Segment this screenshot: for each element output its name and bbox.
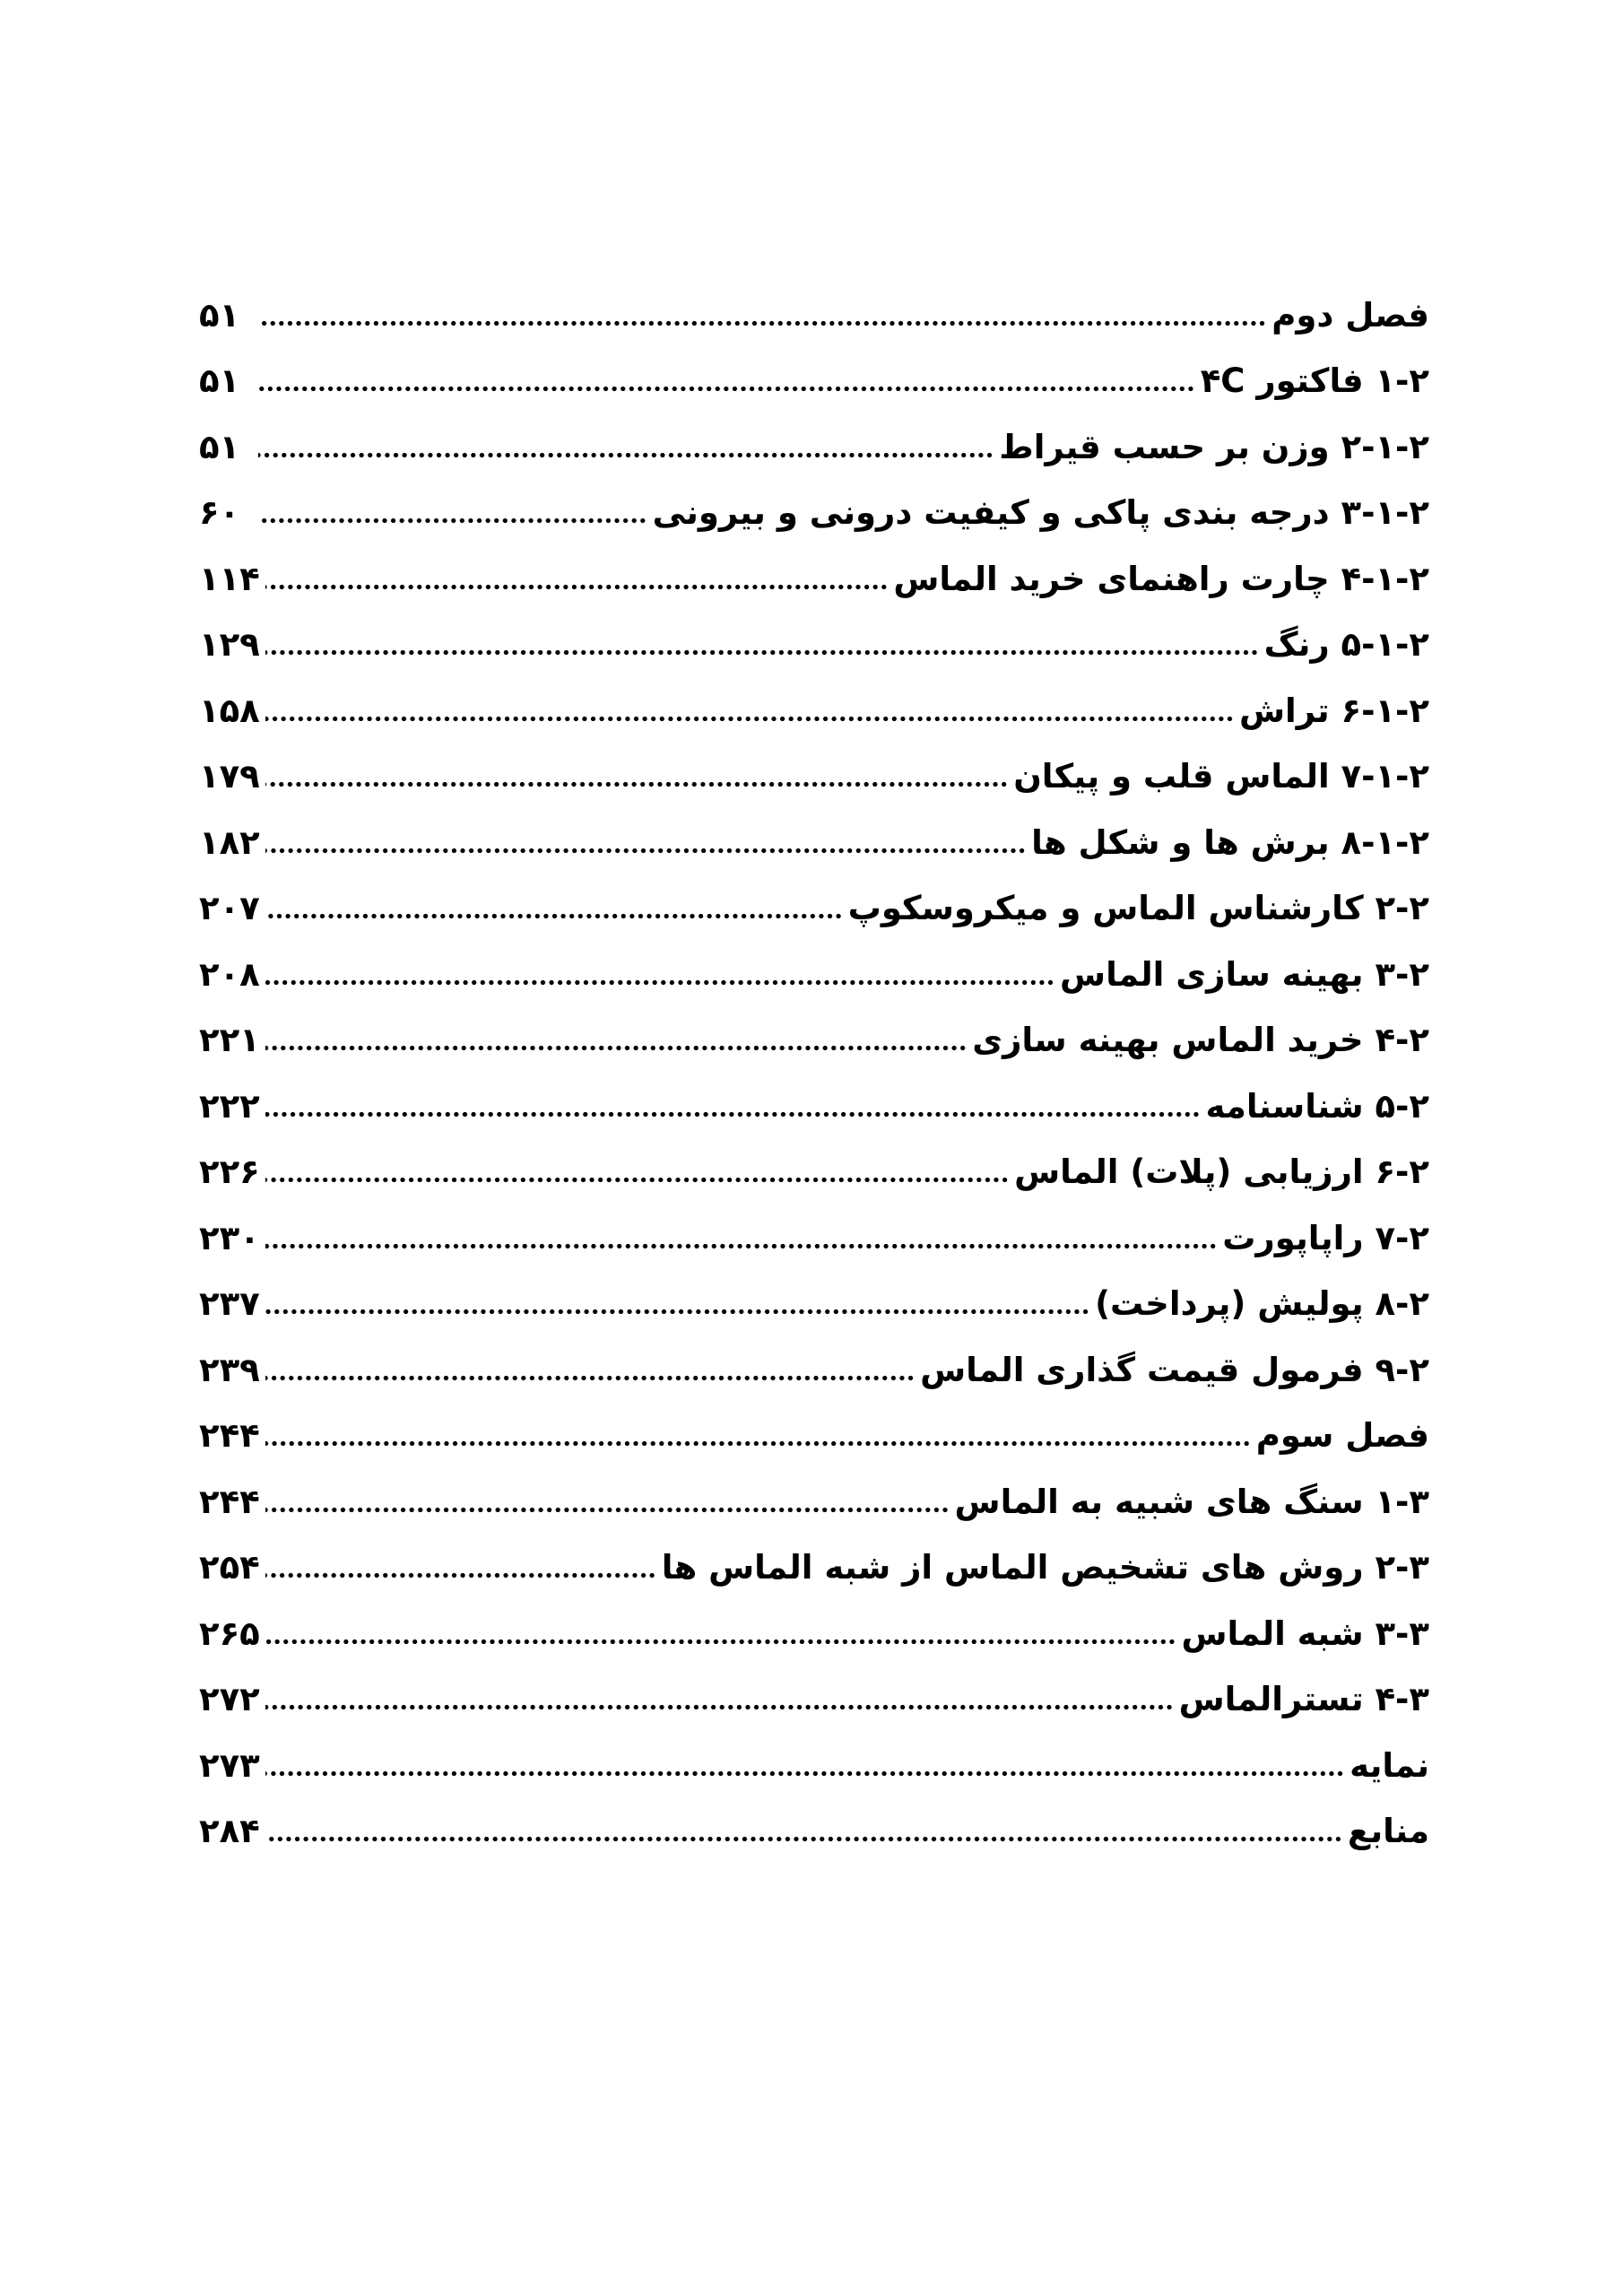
- toc-entry-2-1-3: [199, 478, 1429, 544]
- toc-entry-title: ۱-۲ فاکتور ۴C: [1200, 361, 1429, 400]
- dot-leader: [265, 979, 1055, 986]
- toc-entry-page-number: ۲۴۴: [199, 1482, 260, 1521]
- dot-leader: [265, 1770, 1344, 1777]
- toc-entry-index: [199, 1730, 1429, 1796]
- dot-leader: [265, 1309, 1089, 1315]
- toc-entry-references: [199, 1796, 1429, 1863]
- toc-entry-page-number: ۲۴۴: [199, 1416, 260, 1455]
- dot-leader: [265, 649, 1259, 656]
- toc-entry-page-number: ۶۰: [199, 493, 240, 532]
- dot-leader: [265, 1375, 915, 1381]
- toc-entry-2-1: [199, 346, 1429, 413]
- dot-leader: [265, 1440, 1251, 1447]
- toc-entry-title: ۸-۱-۲ برش ها و شکل ها: [1031, 822, 1429, 862]
- toc-entry-page-number: ۲۰۷: [199, 889, 260, 927]
- toc-entry-3-2: [199, 1533, 1429, 1599]
- dot-leader: [265, 716, 1234, 722]
- toc-entry-page-number: ۲۳۷: [199, 1284, 260, 1323]
- dot-leader: [265, 1836, 1342, 1842]
- dot-leader: [265, 1111, 1201, 1118]
- toc-entry-chapter-3: [199, 1401, 1429, 1467]
- dot-leader: [258, 386, 1195, 392]
- toc-entry-title: ۷-۱-۲ الماس قلب و پیکان: [1013, 757, 1429, 796]
- toc-entry-page-number: ۵۱: [199, 295, 240, 335]
- toc-entry-title: ۵-۱-۲ رنگ: [1263, 625, 1429, 664]
- toc-entry-title: فصل سوم: [1255, 1416, 1429, 1455]
- toc-entry-2-2: [199, 874, 1429, 940]
- toc-entry-title: ۸-۲ پولیش (پرداخت): [1095, 1284, 1429, 1323]
- dot-leader: [258, 452, 994, 458]
- toc-entry-2-1-4: [199, 544, 1429, 610]
- dot-leader: [265, 1177, 1009, 1183]
- toc-entry-2-3: [199, 939, 1429, 1005]
- toc-entry-page-number: ۲۳۹: [199, 1350, 260, 1389]
- toc-entry-title: ۳-۳ شبه الماس: [1181, 1613, 1429, 1653]
- dot-leader: [265, 1243, 1217, 1249]
- toc-entry-title: فصل دوم: [1271, 295, 1429, 335]
- toc-entry-2-1-6: [199, 675, 1429, 742]
- toc-entry-page-number: ۲۲۱: [199, 1021, 260, 1059]
- toc-entry-title: منابع: [1347, 1812, 1429, 1850]
- toc-entry-2-5: [199, 1071, 1429, 1137]
- toc-entry-2-1-2: [199, 412, 1429, 478]
- toc-entry-title: ۶-۲ ارزیابی (پلات) الماس: [1014, 1152, 1429, 1191]
- toc-entry-page-number: ۲۰۸: [199, 954, 260, 994]
- toc-entry-2-6: [199, 1137, 1429, 1204]
- toc-entry-title: ۴-۱-۲ چارت راهنمای خرید الماس: [893, 559, 1429, 598]
- toc-entry-2-1-5: [199, 610, 1429, 676]
- toc-entry-page-number: ۲۷۳: [199, 1745, 260, 1785]
- toc-entry-2-9: [199, 1335, 1429, 1401]
- dot-leader: [265, 848, 1026, 854]
- toc-entry-page-number: ۲۸۴: [199, 1812, 260, 1850]
- toc-entry-title: ۲-۱-۲ وزن بر حسب قیراط: [999, 427, 1429, 466]
- toc-entry-title: ۲-۳ روش های تشخیص الماس از شبه الماس ها: [661, 1548, 1429, 1587]
- dot-leader: [265, 1704, 1174, 1710]
- toc-entry-page-number: ۱۲۹: [199, 625, 260, 664]
- dot-leader: [258, 320, 1266, 326]
- toc-entry-2-4: [199, 1005, 1429, 1072]
- table-of-contents: [199, 280, 1429, 1862]
- toc-entry-page-number: ۲۲۲: [199, 1086, 260, 1126]
- toc-entry-page-number: ۲۶۵: [199, 1613, 260, 1653]
- dot-leader: [265, 1507, 950, 1513]
- toc-entry-page-number: ۱۷۹: [199, 757, 260, 796]
- toc-entry-2-1-8: [199, 807, 1429, 874]
- toc-entry-3-4: [199, 1665, 1429, 1731]
- dot-leader: [265, 584, 889, 590]
- toc-entry-title: ۷-۲ راپاپورت: [1222, 1218, 1429, 1257]
- toc-entry-chapter-2: [199, 280, 1429, 346]
- toc-entry-page-number: ۵۱: [199, 427, 240, 466]
- dot-leader: [258, 517, 647, 524]
- toc-entry-2-7: [199, 1203, 1429, 1269]
- toc-entry-title: ۳-۲ بهینه سازی الماس: [1060, 954, 1429, 994]
- toc-entry-2-1-7: [199, 742, 1429, 808]
- toc-entry-page-number: ۲۵۴: [199, 1548, 260, 1587]
- toc-entry-title: ۴-۲ خرید الماس بهینه سازی: [972, 1021, 1429, 1059]
- toc-entry-page-number: ۵۱: [199, 361, 240, 400]
- toc-entry-3-3: [199, 1598, 1429, 1665]
- toc-entry-3-1: [199, 1466, 1429, 1533]
- dot-leader: [265, 1572, 656, 1578]
- toc-entry-title: ۵-۲ شناسنامه: [1205, 1086, 1429, 1126]
- toc-entry-title: ۶-۱-۲ تراش: [1239, 691, 1429, 730]
- toc-entry-title: ۴-۳ تسترالماس: [1178, 1680, 1429, 1718]
- toc-entry-page-number: ۲۲۶: [199, 1152, 260, 1191]
- dot-leader: [265, 781, 1008, 787]
- toc-entry-title: ۱-۳ سنگ های شبیه به الماس: [954, 1482, 1429, 1521]
- dot-leader: [265, 913, 843, 919]
- dot-leader: [265, 1045, 967, 1051]
- toc-entry-page-number: ۲۳۰: [199, 1218, 260, 1257]
- toc-entry-page-number: ۲۷۲: [199, 1680, 260, 1718]
- toc-entry-title: ۹-۲ فرمول قیمت گذاری الماس: [920, 1350, 1429, 1389]
- toc-entry-page-number: ۱۸۲: [199, 822, 260, 862]
- toc-entry-title: ۲-۲ کارشناس الماس و میکروسکوپ: [847, 889, 1429, 927]
- toc-entry-2-8: [199, 1269, 1429, 1335]
- toc-entry-page-number: ۱۵۸: [199, 691, 260, 730]
- toc-entry-title: ۳-۱-۲ درجه بندی پاکی و کیفیت درونی و بیرونی: [652, 493, 1429, 532]
- toc-entry-title: نمایه: [1350, 1745, 1429, 1785]
- toc-entry-page-number: ۱۱۴: [199, 559, 260, 598]
- dot-leader: [265, 1639, 1176, 1645]
